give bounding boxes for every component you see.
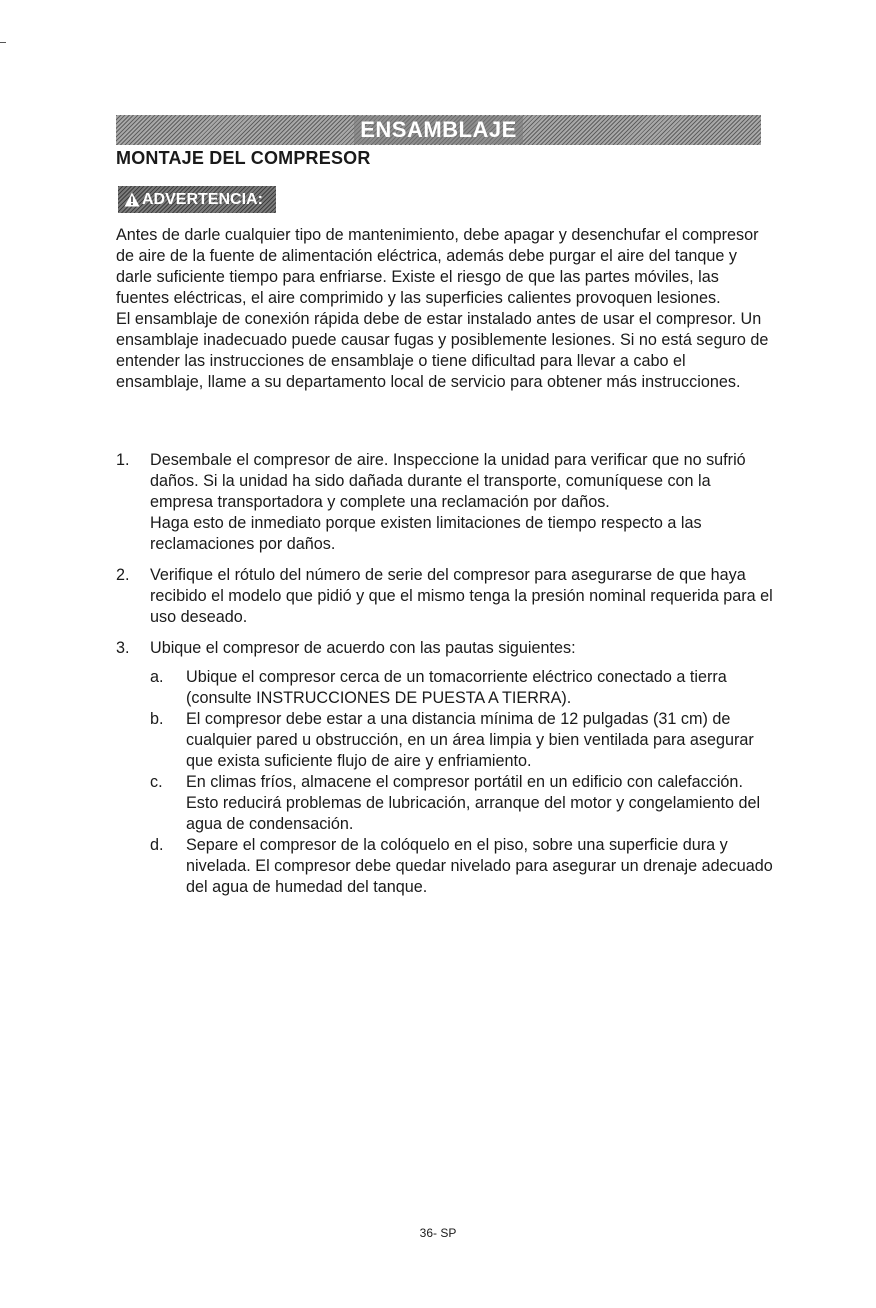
step-text: Verifique el rótulo del número de serie del compresor para asegurarse de que haya recibido el modelo que pidió y que el mismo tenga la presión nominal requerida para el uso deseado. [150, 566, 773, 626]
step-number: 1. [116, 451, 130, 469]
step-text: Haga esto de inmediato porque existen limitaciones de tiempo respecto a las reclamaciones por daños. [150, 514, 702, 553]
substep-text: En climas fríos, almacene el compresor portátil en un edificio con calefacción. Esto reducirá problemas de lubricación, arranque del motor y congelamiento del agua de condensación. [186, 773, 761, 833]
section-title: ENSAMBLAJE [354, 116, 523, 144]
substep-item [150, 772, 776, 835]
substep-list [150, 667, 776, 898]
page-subtitle: MONTAJE DEL COMPRESOR [116, 148, 371, 168]
substep-letter: c. [150, 773, 163, 791]
assembly-steps [116, 450, 776, 908]
substep-text: El compresor debe estar a una distancia mínima de 12 pulgadas (31 cm) de cualquier pared u obstrucción, en un área limpia y bien ventilada para asegurar que exista suficiente flujo de aire y enfriamiento. [186, 710, 754, 770]
step-item [116, 638, 776, 898]
warning-paragraph: El ensamblaje de conexión rápida debe de estar instalado antes de usar el compresor. Un ensamblaje inadecuado puede causar fugas y posiblemente lesiones. Si no está seguro de entender las instrucciones de ensamblaje o tiene dificultad para llevar a cabo el ensamblaje, llame a su departamento local de servicio para obtener más instrucciones. [116, 310, 769, 391]
substep-item [150, 835, 776, 898]
warning-triangle-icon [124, 192, 140, 207]
section-banner [116, 115, 761, 145]
warning-badge [118, 186, 276, 213]
step-number: 3. [116, 639, 130, 657]
substep-letter: a. [150, 668, 164, 686]
corner-mark [0, 42, 6, 43]
substep-text: Ubique el compresor cerca de un tomacorriente eléctrico conectado a tierra (consulte INSTRUCCIONES DE PUESTA A TIERRA). [186, 668, 727, 707]
page-number: 36- SP [419, 1226, 457, 1240]
step-text: Desembale el compresor de aire. Inspeccione la unidad para verificar que no sufrió daños. Si la unidad ha sido dañada durante el transporte, comuníquese con la empresa transportadora y complete una reclamación por daños. [150, 451, 746, 511]
step-item [116, 450, 776, 555]
substep-item [150, 709, 776, 772]
substep-letter: b. [150, 710, 164, 728]
substep-letter: d. [150, 836, 164, 854]
warning-text [116, 225, 776, 393]
step-text: Ubique el compresor de acuerdo con las pautas siguientes: [150, 639, 576, 657]
substep-item [150, 667, 776, 709]
step-item [116, 565, 776, 628]
substep-text: Separe el compresor de la colóquelo en el piso, sobre una superficie dura y nivelada. El compresor debe quedar nivelado para asegurar un drenaje adecuado del agua de humedad del tanque. [186, 836, 773, 896]
step-number: 2. [116, 566, 130, 584]
warning-paragraph: Antes de darle cualquier tipo de mantenimiento, debe apagar y desenchufar el compresor de aire de la fuente de alimentación eléctrica, además debe purgar el aire del tanque y darle suficiente tiempo para enfriarse. Existe el riesgo de que las partes móviles, las fuentes eléctricas, el aire comprimido y las superficies calientes provoquen lesiones. [116, 226, 759, 307]
warning-label: ADVERTENCIA: [142, 190, 263, 208]
